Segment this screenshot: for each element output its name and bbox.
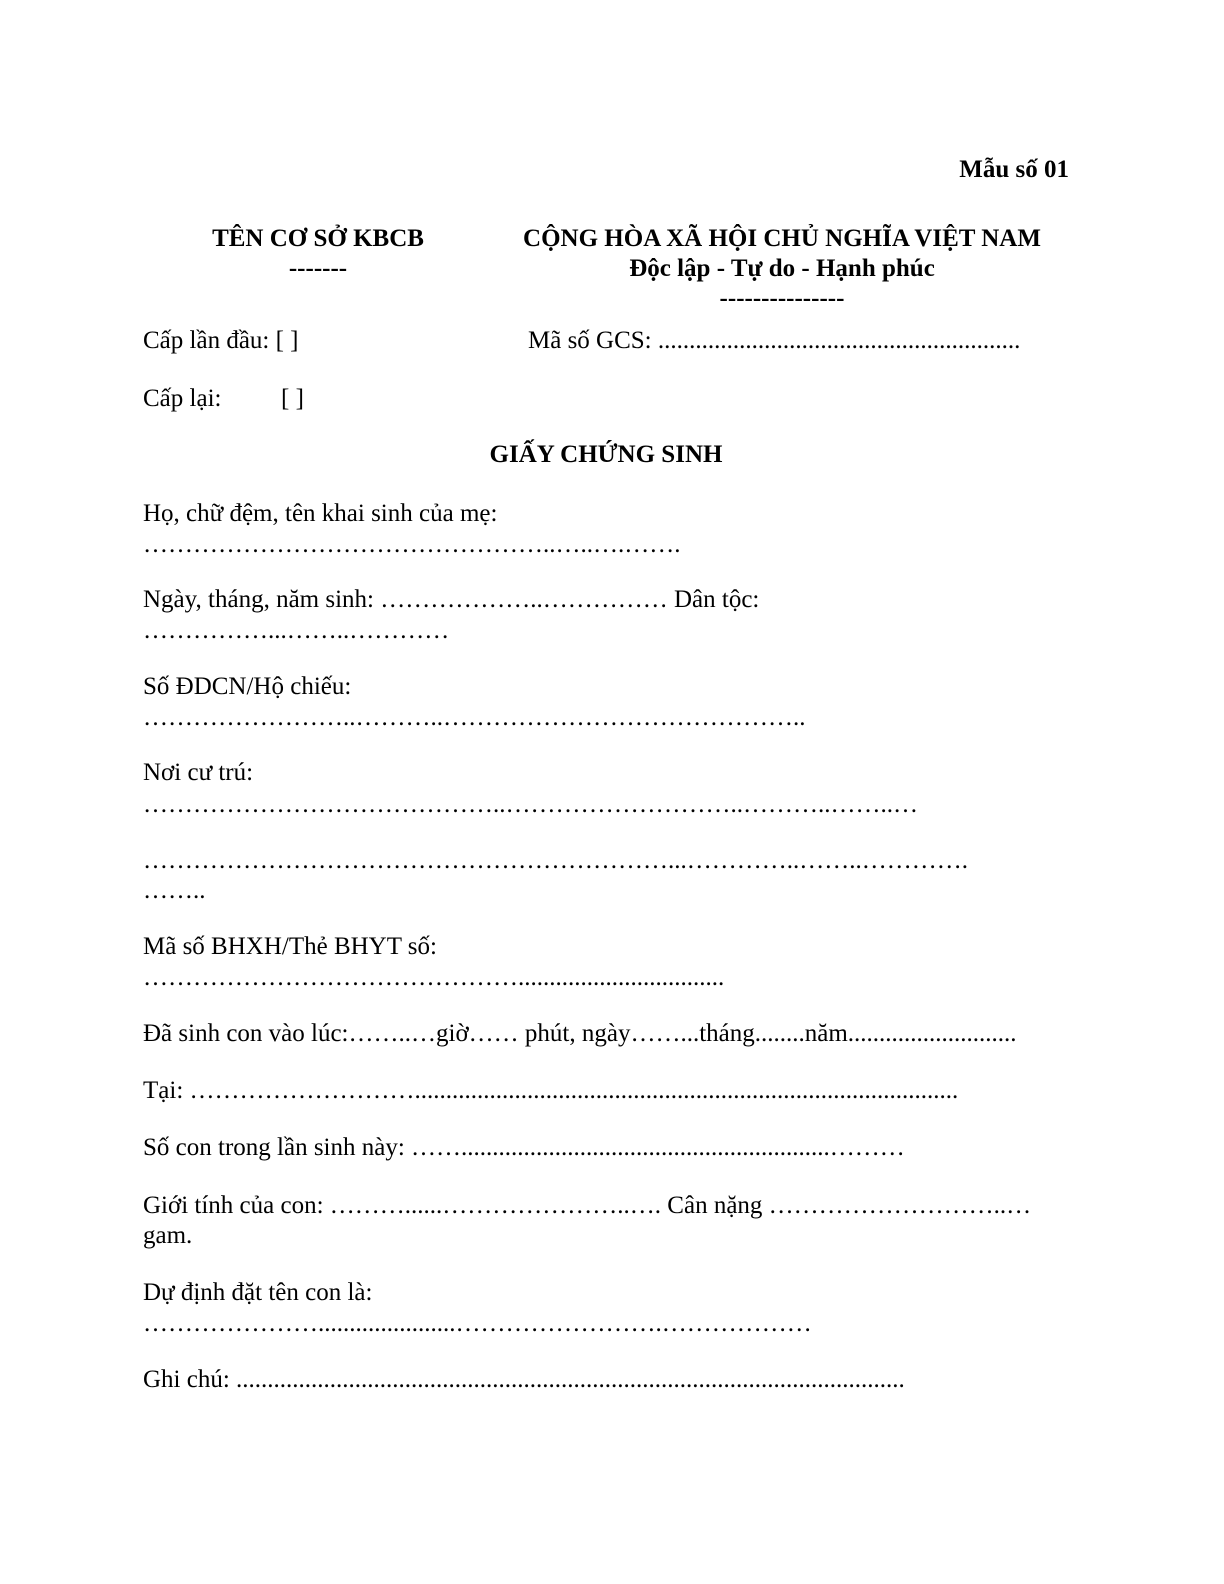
birth-time-line[interactable]: Đã sinh con vào lúc:……..…giờ…… phút, ngày……...tháng........năm........................... xyxy=(143,1020,1017,1047)
facility-name: TÊN CƠ SỞ KBCB xyxy=(212,225,424,252)
birth-place-line[interactable]: Tại: ………………………....................................................................................... xyxy=(143,1077,959,1104)
gcs-code-field[interactable]: Mã số GCS: .......................................................... xyxy=(528,327,1021,354)
residence-field-line-2[interactable]: ………………………………………………………...…………..……..…………. xyxy=(143,847,968,874)
reissue-checkbox[interactable]: [ ] xyxy=(281,385,304,412)
insurance-label: Mã số BHXH/Thẻ BHYT số: xyxy=(143,933,437,960)
id-field[interactable]: ……………………..………..…………………………………….. xyxy=(143,704,806,731)
first-issue-checkbox[interactable]: Cấp lần đầu: [ ] xyxy=(143,327,299,354)
document-title: GIẤY CHỨNG SINH xyxy=(489,441,723,468)
insurance-field[interactable]: ………………………………………................................. xyxy=(143,964,725,991)
id-label: Số ĐDCN/Hộ chiếu: xyxy=(143,673,352,700)
motto: Độc lập - Tự do - Hạnh phúc xyxy=(629,255,935,282)
note-line[interactable]: Ghi chú: ........................................................................................................... xyxy=(143,1366,905,1393)
residence-label: Nơi cư trú: xyxy=(143,759,254,786)
mother-name-field[interactable]: …………………………………………..…..….……. xyxy=(143,531,681,558)
reissue-label: Cấp lại: xyxy=(143,385,222,412)
intended-name-label: Dự định đặt tên con là: xyxy=(143,1279,373,1306)
gender-weight-line[interactable]: Giới tính của con: ………......…………………..…. Cân nặng ………………………..… xyxy=(143,1192,1032,1219)
mother-name-label: Họ, chữ đệm, tên khai sinh của mẹ: xyxy=(143,500,498,527)
form-number: Mẫu số 01 xyxy=(959,156,1069,183)
intended-name-field[interactable]: …………………......................…………………….……………… xyxy=(143,1310,812,1337)
weight-unit: gam. xyxy=(143,1222,193,1249)
facility-underline: ------- xyxy=(288,255,348,282)
residence-field-line-3[interactable]: …….. xyxy=(143,877,206,904)
country-name: CỘNG HÒA XÃ HỘI CHỦ NGHĨA VIỆT NAM xyxy=(523,225,1041,252)
residence-field-line-1[interactable]: ……………………………………..………………………..………..……..… xyxy=(143,791,918,818)
ethnicity-field[interactable]: ……………...……..………… xyxy=(143,617,450,644)
dob-ethnicity-line[interactable]: Ngày, tháng, năm sinh: ………………..…………… Dân tộc: xyxy=(143,586,760,613)
num-children-line[interactable]: Số con trong lần sinh này: ……...........................................................……… xyxy=(143,1134,905,1161)
motto-underline: --------------- xyxy=(719,285,845,312)
